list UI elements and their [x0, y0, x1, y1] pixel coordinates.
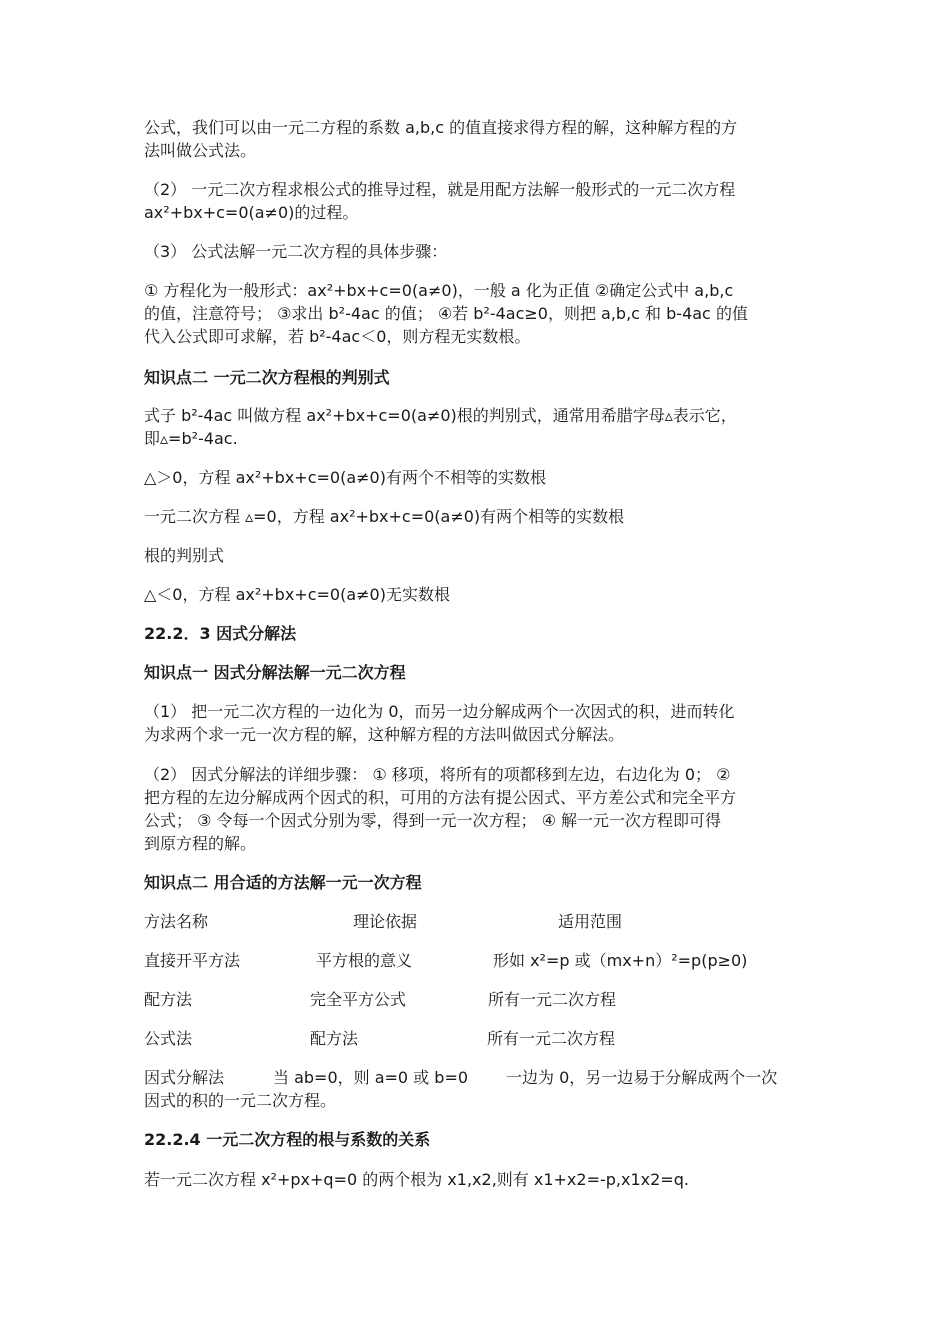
paragraph-factorization-steps: （2） 因式分解法的详细步骤： ① 移项，将所有的项都移到左边，右边化为 0； ② 把方程的左边分解成两个因式的积，可用的方法有提公因式、平方差公式和完全平方 公式； ③ 令每一个因式分别为零，得到一元一次方程； ④ 解一元一次方程即可得 到原方程的解。: [144, 765, 737, 853]
table-header-row: [144, 910, 808, 933]
paragraph-formula-method-intro: 公式，我们可以由一元二方程的系数 a,b,c 的值直接求得方程的解，这种解方程的方 法叫做公式法。: [144, 118, 738, 160]
paragraph-steps-heading: （3） 公式法解一元二次方程的具体步骤：: [144, 242, 448, 261]
table-row: [144, 1066, 808, 1089]
paragraph-derivation: （2） 一元二次方程求根公式的推导过程，就是用配方法解一般形式的一元二次方程 ax²+bx+c=0(a≠0)的过程。: [144, 180, 736, 222]
paragraph-delta-negative: △＜0，方程 ax²+bx+c=0(a≠0)无实数根: [144, 585, 450, 604]
heading-vieta-section: 22.2.4 一元二次方程的根与系数的关系: [144, 1130, 431, 1149]
table-cell-basis: 配方法: [310, 1029, 359, 1048]
heading-choose-method: 知识点二 用合适的方法解一元一次方程: [144, 873, 422, 892]
table-cell-scope: 一边为 0，另一边易于分解成两个一次: [506, 1068, 778, 1087]
table-cell-method: 因式分解法: [144, 1068, 225, 1087]
table-cell-method: 直接开平方法: [144, 951, 241, 970]
table-cell-scope: 形如 x²=p 或（mx+n）²=p(p≥0): [493, 951, 748, 970]
table-header-basis: 理论依据: [353, 912, 418, 931]
table-row: [144, 988, 808, 1011]
table-cell-method: 配方法: [144, 990, 193, 1009]
table-cell-basis: 当 ab=0，则 a=0 或 b=0: [273, 1068, 469, 1087]
paragraph-discriminant-label: 根的判别式: [144, 546, 225, 565]
table-row-continuation: [144, 1089, 808, 1112]
table-row: [144, 1027, 808, 1050]
heading-factorization-section: 22.2．3 因式分解法: [144, 624, 297, 643]
table-header-method: 方法名称: [144, 912, 209, 931]
table-row: [144, 949, 808, 972]
paragraph-delta-positive: △＞0，方程 ax²+bx+c=0(a≠0)有两个不相等的实数根: [144, 468, 546, 487]
paragraph-discriminant-definition: 式子 b²-4ac 叫做方程 ax²+bx+c=0(a≠0)根的判别式，通常用希腊字母▵表示它， 即▵=b²-4ac.: [144, 406, 737, 448]
heading-discriminant: 知识点二 一元二次方程根的判别式: [144, 368, 390, 387]
paragraph-delta-zero: 一元二次方程 ▵=0，方程 ax²+bx+c=0(a≠0)有两个相等的实数根: [144, 507, 625, 526]
table-cell-basis: 完全平方公式: [310, 990, 407, 1009]
table-cell-basis: 平方根的意义: [316, 951, 413, 970]
paragraph-factorization-definition: （1） 把一元二次方程的一边化为 0，而另一边分解成两个一次因式的积，进而转化 为求两个求一元一次方程的解，这种解方程的方法叫做因式分解法。: [144, 702, 735, 744]
table-cell-scope: 所有一元二次方程: [488, 990, 617, 1009]
paragraph-vieta-formula: 若一元二次方程 x²+px+q=0 的两个根为 x1,x2,则有 x1+x2=-p,x1x2=q.: [144, 1170, 689, 1189]
table-header-scope: 适用范围: [558, 912, 623, 931]
table-cell-scope: 所有一元二次方程: [487, 1029, 616, 1048]
heading-factorization-knowledge: 知识点一 因式分解法解一元二次方程: [144, 663, 406, 682]
paragraph-steps: ① 方程化为一般形式：ax²+bx+c=0(a≠0)，一般 a 化为正值 ②确定公式中 a,b,c 的值，注意符号； ③求出 b²-4ac 的值； ④若 b²-4ac≥0，则把 a,b,c 和 b-4ac 的值 代入公式即可求解，若 b²-4ac＜0，则方程无实数根。: [144, 281, 748, 346]
table-cell-scope-continued: 因式的积的一元二次方程。: [144, 1091, 337, 1110]
table-cell-method: 公式法: [144, 1029, 193, 1048]
